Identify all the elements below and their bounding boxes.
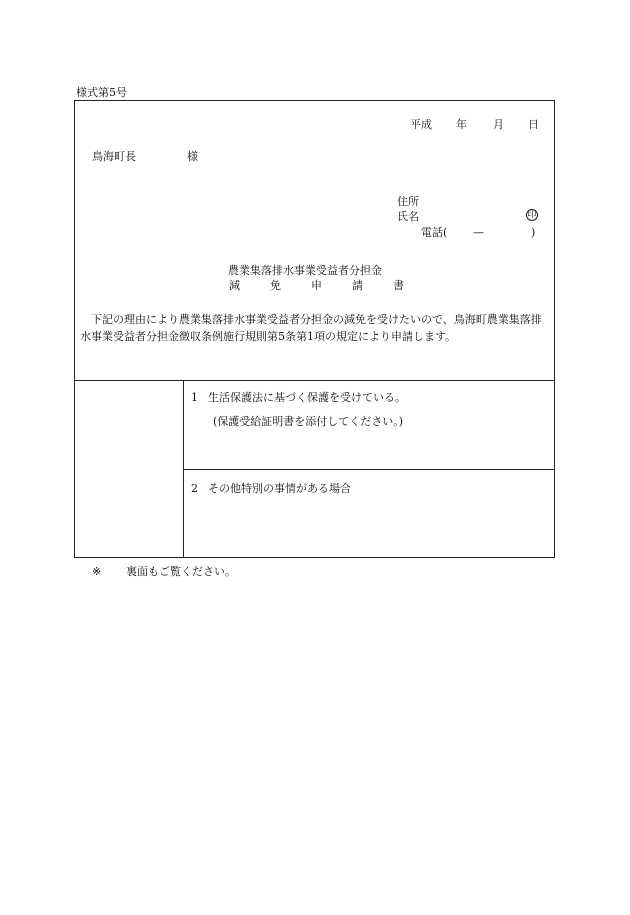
table-row-divider [183,469,555,470]
form-number: 様式第5号 [76,86,127,99]
address-label: 住所 [397,195,419,208]
title-char-4: 請 [352,279,363,292]
date-month: 月 [493,118,504,131]
reason-1-number: 1 [191,391,198,404]
date-year: 年 [456,118,467,131]
title-char-1: 減 [229,279,240,292]
title-char-2: 免 [270,279,281,292]
phone-close: ) [531,226,536,239]
date-era: 平成 [410,118,432,131]
body-paragraph: 下記の理由により農業集落排水事業受益者分担金の減免を受けたいので、鳥海町農業集落排水事業受益者分担金徴収条例施行規則第5条第1項の規定により申請します。 [80,313,542,343]
reason-1-text: 生活保護法に基づく保護を受けている。 [208,391,406,404]
addressee-honorific: 様 [187,150,198,163]
footnote-mark: ※ [92,565,102,578]
phone-label: 電話( [421,226,448,239]
footnote-text: 裏面もご覧ください。 [126,565,236,578]
date-day: 日 [528,118,539,131]
reason-1-note: (保護受給証明書を添付してください。) [213,415,404,428]
reason-2-number: 2 [191,482,198,495]
title-char-5: 書 [393,279,404,292]
title-char-3: 申 [311,279,322,292]
seal-mark: 印 [527,209,537,220]
table-top-border [74,380,555,381]
reason-2-text: その他特別の事情がある場合 [208,482,351,495]
addressee-name: 鳥海町長 [92,150,136,163]
title-line1: 農業集落排水事業受益者分担金 [228,264,382,277]
name-label: 氏名 [397,210,419,223]
phone-dash: — [473,226,484,239]
